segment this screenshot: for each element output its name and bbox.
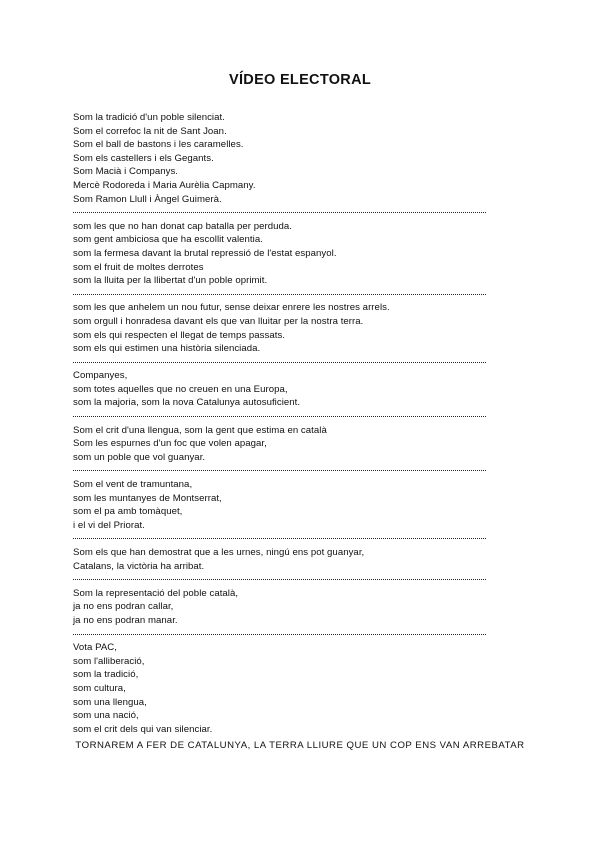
verse-line: som la lluita per la llibertat d'un poble oprimit.: [73, 275, 268, 287]
verse-line: Som la tradició d'un poble silenciat.: [73, 112, 225, 123]
verse-line: Som els que han demostrat que a les urnes, ningú ens pot guanyar,: [73, 547, 365, 558]
stanza: [73, 587, 493, 628]
stanza-divider: [73, 628, 493, 642]
stanza: [73, 478, 493, 532]
verse-line: som un poble que vol guanyar.: [73, 451, 206, 463]
stanza-divider: [73, 573, 493, 587]
stanza-divider: [73, 356, 493, 370]
stanza-divider: [73, 410, 493, 424]
page-title: VÍDEO ELECTORAL: [229, 72, 371, 88]
stanza: [73, 301, 493, 355]
verse-line: som les muntanyes de Montserrat,: [73, 492, 222, 504]
verse-line: Som els castellers i els Gegants.: [73, 152, 214, 164]
verse-line: som el pa amb tomàquet,: [73, 506, 183, 518]
stanza: [73, 111, 493, 206]
verse-line: Som el crit d'una llengua, som la gent que estima en català: [73, 424, 327, 436]
verse-line: som la tradició,: [73, 669, 139, 681]
verse-line: som els qui respecten el llegat de temps passats.: [73, 329, 286, 341]
stanza-divider: [73, 288, 493, 302]
poem-body: [73, 111, 493, 736]
verse-line: Som el vent de tramuntana,: [73, 479, 193, 491]
stanza: [73, 220, 493, 288]
verse-line: Companyes,: [73, 370, 128, 382]
verse-line: som el crit dels qui van silenciar.: [73, 723, 213, 735]
verse-line: Som Macià i Companys.: [73, 166, 179, 178]
verse-line: Vota PAC,: [73, 642, 118, 654]
verse-line: som orgull i honradesa davant els que van lluitar per la nostra terra.: [73, 315, 364, 327]
stanza-divider: [73, 532, 493, 546]
stanza-divider: [73, 206, 493, 220]
verse-line: Som el ball de bastons i les caramelles.: [73, 139, 244, 151]
verse-line: ja no ens podran manar.: [73, 614, 178, 626]
verse-line: som l'alliberació,: [73, 655, 145, 667]
verse-line: som una llengua,: [73, 696, 147, 708]
verse-line: som les que no han donat cap batalla per perduda.: [73, 220, 292, 232]
verse-line: som les que anhelem un nou futur, sense deixar enrere les nostres arrels.: [73, 302, 390, 314]
verse-line: Catalans, la victòria ha arribat.: [73, 560, 205, 572]
verse-line: som gent ambiciosa que ha escollit valentia.: [73, 234, 263, 246]
stanza-divider: [73, 464, 493, 478]
verse-line: som els qui estimen una història silenciada.: [73, 343, 261, 355]
verse-line: som el fruit de moltes derrotes: [73, 261, 204, 273]
stanza: [73, 546, 493, 573]
closing-slogan: TORNAREM A FER DE CATALUNYA, LA TERRA LLIURE QUE UN COP ENS VAN ARREBATAR: [75, 740, 525, 751]
verse-line: Som el correfoc la nit de Sant Joan.: [73, 125, 227, 137]
verse-line: som cultura,: [73, 682, 126, 694]
verse-line: som una nació,: [73, 710, 139, 722]
stanza: [73, 369, 493, 410]
stanza: [73, 424, 493, 465]
verse-line: Mercè Rodoreda i Maria Aurèlia Capmany.: [73, 179, 256, 191]
stanza: [73, 641, 493, 736]
verse-line: Som les espurnes d'un foc que volen apagar,: [73, 438, 267, 450]
verse-line: Som Ramon Llull i Àngel Guimerà.: [73, 193, 222, 205]
verse-line: ja no ens podran callar,: [73, 601, 174, 613]
verse-line: i el vi del Priorat.: [73, 519, 145, 531]
verse-line: som totes aquelles que no creuen en una Europa,: [73, 383, 288, 395]
verse-line: som la majoria, som la nova Catalunya autosuficient.: [73, 397, 301, 409]
verse-line: Som la representació del poble català,: [73, 587, 239, 599]
verse-line: som la fermesa davant la brutal repressió de l'estat espanyol.: [73, 247, 337, 259]
